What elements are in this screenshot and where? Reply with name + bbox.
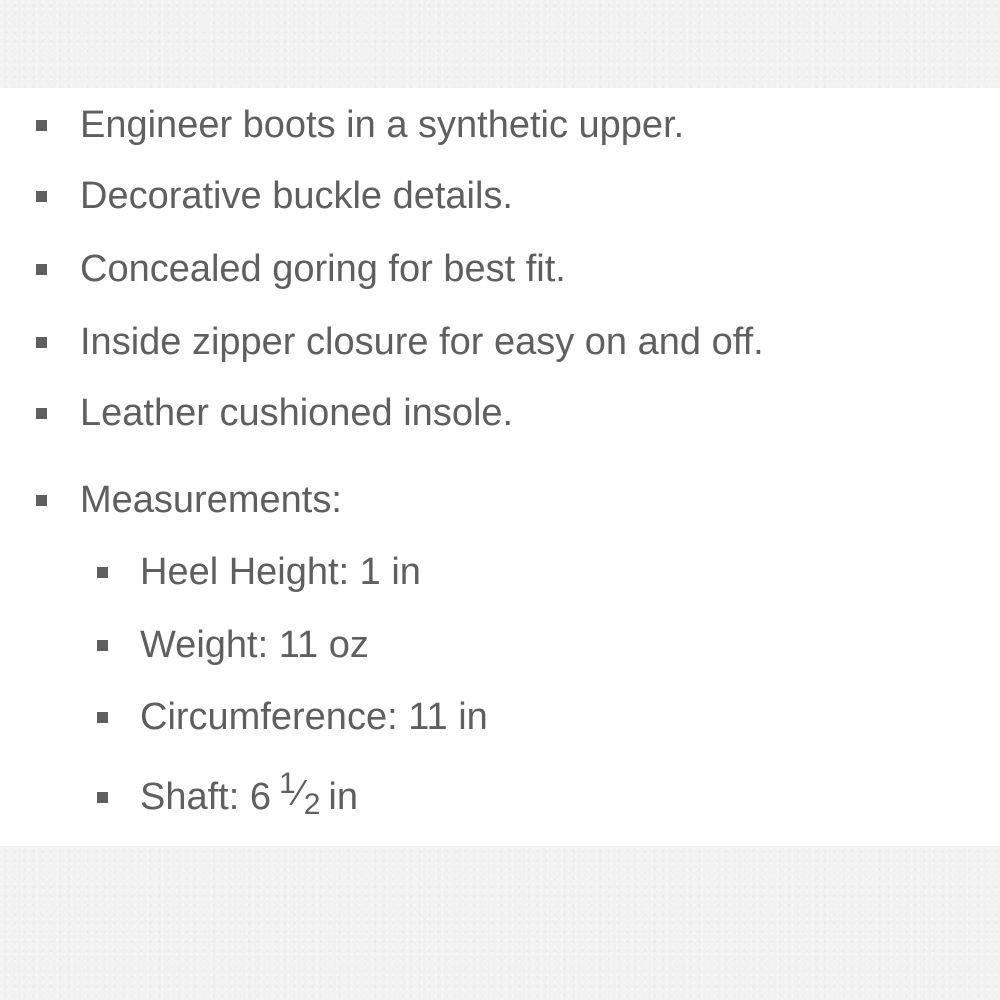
square-bullet-icon: [36, 408, 47, 419]
square-bullet-icon: [36, 191, 47, 202]
measurements-heading: [36, 475, 342, 525]
product-details-panel: [0, 88, 1000, 846]
fraction-denominator: 2: [303, 788, 321, 821]
feature-text: Engineer boots in a synthetic upper.: [80, 103, 685, 146]
shaft-unit: in: [328, 775, 358, 818]
measurement-item-weight: [97, 620, 369, 670]
feature-text: Inside zipper closure for easy on and off.: [80, 320, 764, 363]
square-bullet-icon: [36, 264, 47, 275]
paper-background-top: [0, 0, 1000, 88]
feature-text: Leather cushioned insole.: [80, 391, 514, 434]
square-bullet-icon: [97, 792, 108, 803]
feature-text: Concealed goring for best fit.: [80, 247, 566, 290]
square-bullet-icon: [97, 567, 108, 578]
feature-item-synthetic-upper: [36, 100, 684, 150]
measurement-text: Heel Height: 1 in: [140, 550, 421, 593]
feature-item-concealed-goring: [36, 244, 566, 294]
shaft-label: Shaft: 6: [140, 775, 271, 818]
paper-background-bottom: [0, 846, 1000, 1000]
fraction-numerator: 1: [278, 767, 296, 800]
measurements-heading-text: Measurements:: [80, 478, 342, 521]
fraction-slash: ⁄: [296, 772, 303, 813]
measurement-item-circumference: [97, 692, 488, 742]
shaft-fraction: [278, 767, 321, 821]
measurement-text: Weight: 11 oz: [140, 623, 369, 666]
measurement-text: Circumference: 11 in: [140, 695, 488, 738]
square-bullet-icon: [97, 640, 108, 651]
measurement-item-shaft: [97, 767, 358, 822]
square-bullet-icon: [36, 120, 47, 131]
square-bullet-icon: [36, 495, 47, 506]
feature-item-buckle-details: [36, 171, 513, 221]
measurement-item-heel-height: [97, 547, 421, 597]
feature-text: Decorative buckle details.: [80, 174, 513, 217]
feature-item-zipper-closure: [36, 317, 764, 367]
feature-item-cushioned-insole: [36, 388, 513, 438]
square-bullet-icon: [97, 712, 108, 723]
square-bullet-icon: [36, 337, 47, 348]
